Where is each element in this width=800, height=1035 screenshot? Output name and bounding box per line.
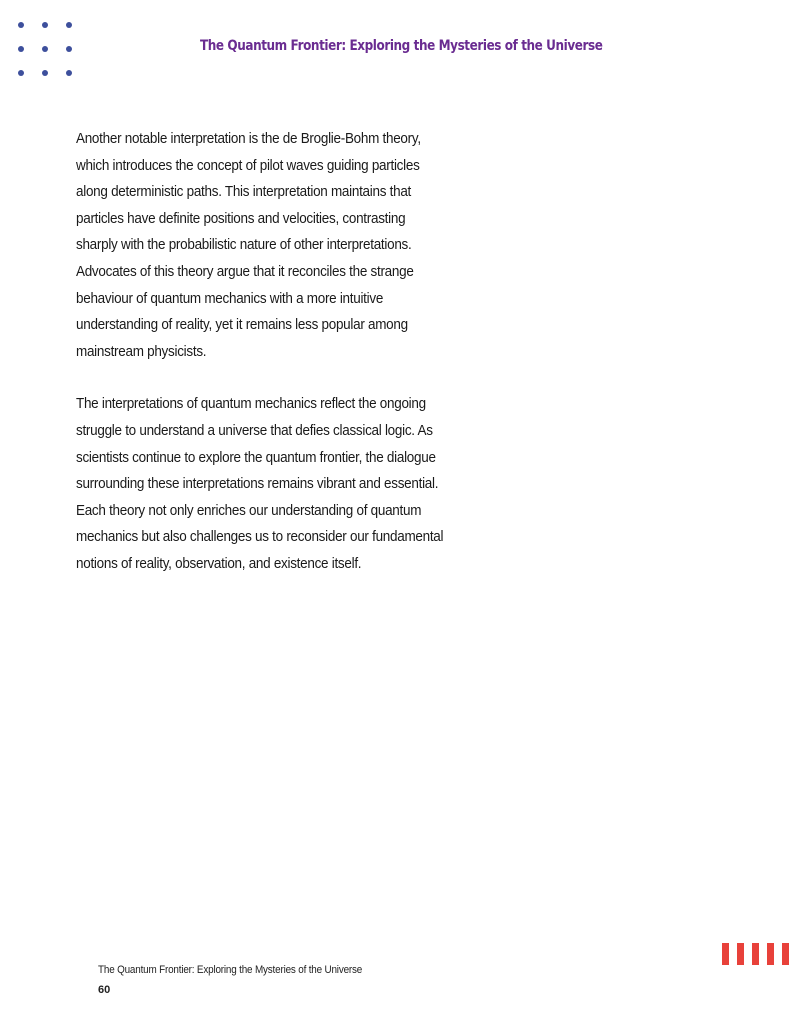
stripe-icon [722,943,729,965]
text-line: which introduces the concept of pilot waves guiding particles [76,157,420,174]
paragraph-1 [76,126,476,365]
text-line: Each theory not only enriches our understanding of quantum [76,502,422,519]
dot-icon [66,22,72,28]
dot-icon [18,22,24,28]
stripe-icon [782,943,789,965]
text-line: along deterministic paths. This interpretation maintains that [76,184,412,201]
text-line: mechanics but also challenges us to reconsider our fundamental [76,529,444,546]
dot-icon [66,70,72,76]
dot-icon [18,70,24,76]
body-text [76,126,496,604]
text-line: Advocates of this theory argue that it reconciles the strange [76,263,414,280]
text-line: sharply with the probabilistic nature of other interpretations. [76,237,412,254]
paragraph-2 [76,391,476,577]
text-line: scientists continue to explore the quantum frontier, the dialogue [76,449,436,466]
text-line: understanding of reality, yet it remains less popular among [76,317,408,334]
text-line: particles have definite positions and velocities, contrasting [76,210,406,227]
page-number: 60 [98,984,111,996]
dot-icon [42,70,48,76]
decorative-dot-grid [18,22,78,82]
page-header-title: The Quantum Frontier: Exploring the Mysteries of the Universe [200,38,603,54]
stripe-icon [752,943,759,965]
stripe-icon [767,943,774,965]
dot-icon [66,46,72,52]
text-line: surrounding these interpretations remains vibrant and essential. [76,476,439,493]
text-line: behaviour of quantum mechanics with a more intuitive [76,290,384,307]
stripe-icon [737,943,744,965]
dot-icon [42,46,48,52]
footer-title: The Quantum Frontier: Exploring the Mysteries of the Universe [98,964,363,976]
text-line: notions of reality, observation, and existence itself. [76,555,362,572]
text-line: mainstream physicists. [76,343,207,360]
dot-icon [42,22,48,28]
decorative-bars [722,943,794,965]
text-line: Another notable interpretation is the de Broglie-Bohm theory, [76,131,421,147]
dot-icon [18,46,24,52]
text-line: struggle to understand a universe that defies classical logic. As [76,422,433,439]
text-line: The interpretations of quantum mechanics reflect the ongoing [76,396,426,413]
